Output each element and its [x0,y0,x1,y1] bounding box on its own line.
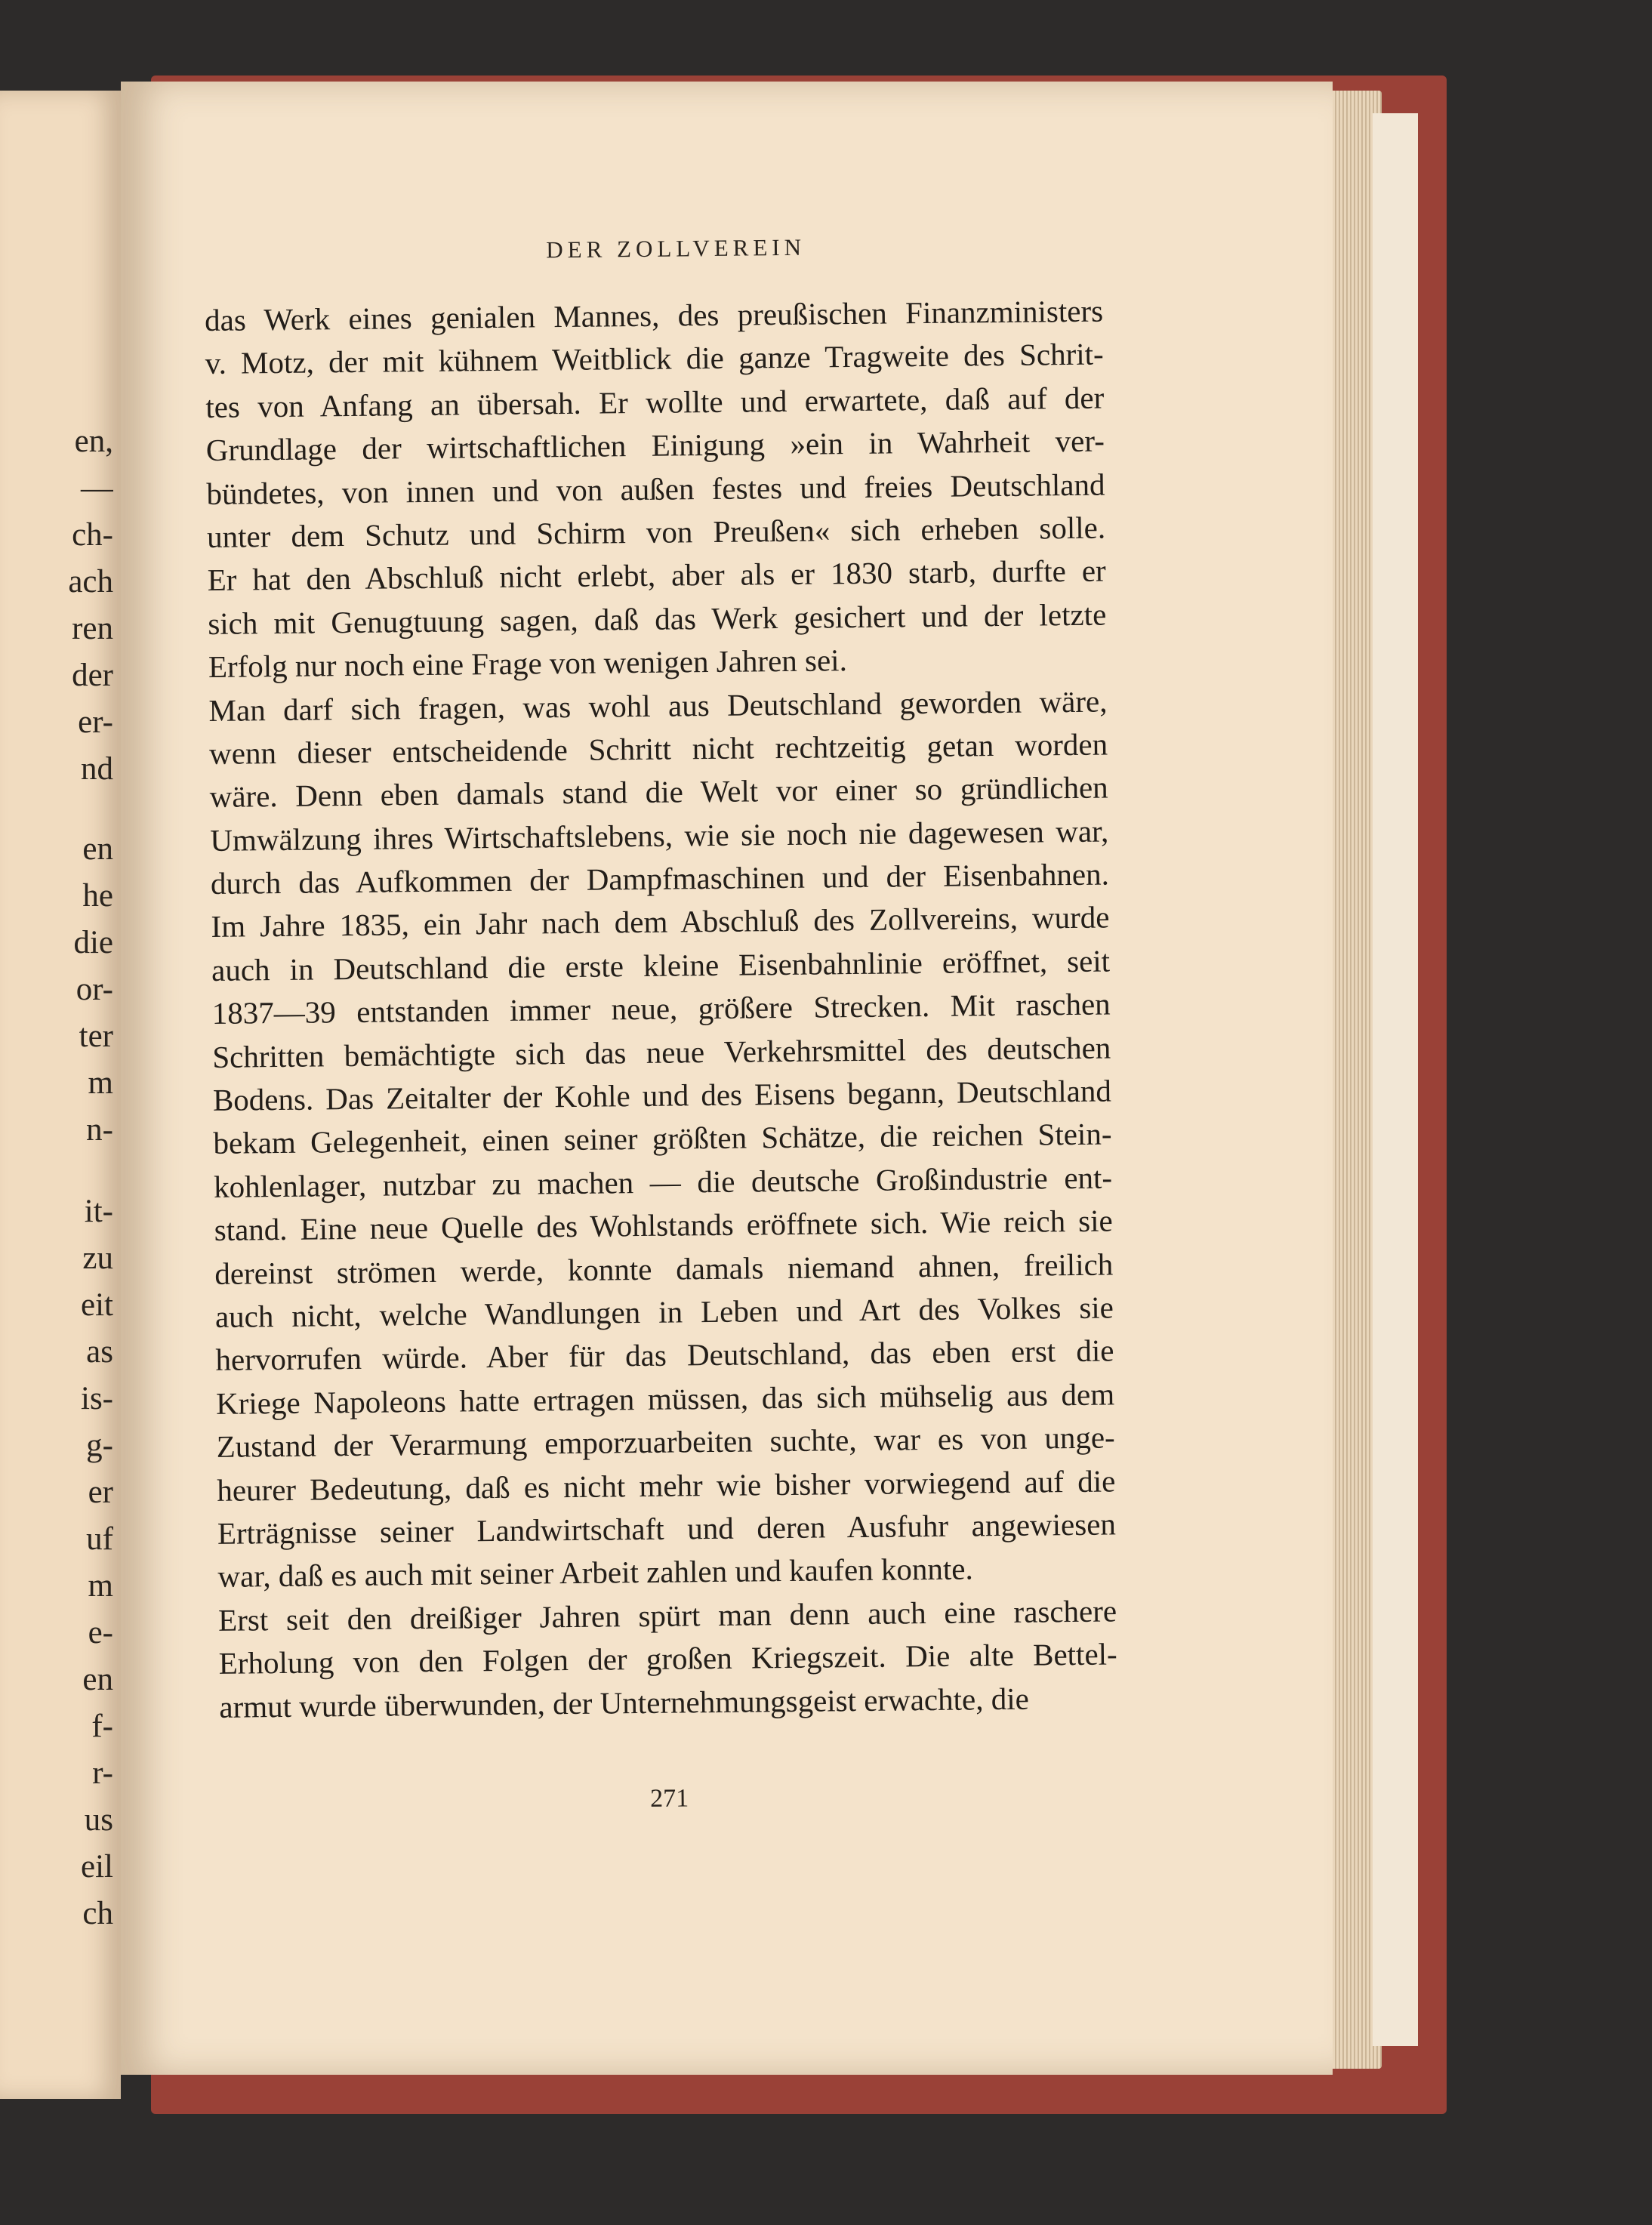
text-line: tes von Anfang an übersah. Er wollte und erwartete, daß auf der [205,380,1105,424]
text-line: war, daß es auch mit seiner Arbeit zahlen und kaufen konnte. [217,1551,973,1595]
left-line-fragment: or- [76,972,113,1007]
left-line-fragment: r- [92,1755,113,1791]
left-line-fragment: m [88,1568,113,1604]
text-line: dereinst strömen werde, konnte damals niemand ahnen, freilich [214,1247,1114,1291]
left-line-fragment: ren [72,611,113,646]
text-line: armut wurde überwunden, der Unternehmungsgeist erwachte, die [219,1681,1029,1724]
body-text [205,290,1118,1729]
left-line-fragment: is- [81,1381,113,1416]
left-line-fragment: ach [68,564,113,599]
text-line: Man darf sich fragen, was wohl aus Deutschland geworden wäre, [208,683,1108,728]
left-line-fragment: m [88,1065,113,1101]
left-line-fragment: der [72,658,113,693]
left-line-fragment: zu [82,1240,113,1276]
left-line-fragment: n- [86,1112,113,1148]
text-line: bündetes, von innen und von außen festes und freies Deutschland [206,467,1105,511]
left-page [0,91,121,2099]
left-line-fragment: er- [78,704,113,740]
text-line: Erfolg nur noch eine Frage von wenigen Jahren sei. [208,643,848,685]
text-line: Kriege Napoleons hatte ertragen müssen, das sich mühselig aus dem [215,1376,1115,1421]
text-line: Umwälzung ihres Wirtschaftslebens, wie sie noch nie dagewesen war, [210,813,1109,858]
text-line: Erholung von den Folgen der großen Kriegszeit. Die alte Bettel- [218,1636,1117,1681]
page-number: 271 [649,1784,689,1813]
left-page-text-fragments [0,91,121,2099]
text-line: hervorrufen würde. Aber für das Deutschland, das eben erst die [215,1333,1114,1378]
text-line: wenn dieser entscheidende Schritt nicht rechtzeitig getan worden [208,726,1108,771]
left-line-fragment: eit [81,1287,113,1323]
left-line-fragment: as [86,1334,113,1370]
left-line-fragment: en, [74,424,113,459]
text-line: Im Jahre 1835, ein Jahr nach dem Abschluß des Zollvereins, wurde [211,899,1110,945]
left-line-fragment: ter [79,1019,113,1054]
text-line: Zustand der Verarmung emporzuarbeiten suchte, war es von unge- [216,1419,1115,1465]
left-line-fragment: f- [91,1709,113,1744]
left-line-fragment: he [82,878,113,914]
right-page-text [204,231,1119,1818]
left-line-fragment: g- [86,1428,113,1463]
left-line-fragment: ch- [72,517,113,553]
text-line: bekam Gelegenheit, einen seiner größten Schätze, die reichen Stein- [213,1116,1112,1161]
left-line-fragment: er [88,1475,113,1510]
left-line-fragment: en [82,831,113,867]
text-line: Erträgnisse seiner Landwirtschaft und deren Ausfuhr angewiesen [217,1506,1117,1551]
text-line: auch in Deutschland die erste kleine Eisenbahnlinie eröffnet, seit [211,943,1111,988]
left-line-fragment: uf [86,1521,113,1557]
left-line-fragment: ch [82,1896,113,1931]
left-line-fragment: us [84,1802,113,1838]
left-line-fragment: die [73,925,113,960]
text-line: Bodens. Das Zeitalter der Kohle und des Eisens begann, Deutschland [212,1073,1112,1117]
text-line: Erst seit den dreißiger Jahren spürt man denn auch eine raschere [217,1593,1117,1638]
text-line: kohlenlager, nutzbar zu machen — die deutsche Großindustrie ent- [213,1160,1113,1204]
left-line-fragment: en [82,1662,113,1697]
text-line: stand. Eine neue Quelle des Wohlstands eröffnete sich. Wie reich sie [214,1203,1113,1248]
text-line: Grundlage der wirtschaftlichen Einigung »ein in Wahrheit ver- [205,423,1105,468]
text-line: durch das Aufkommen der Dampfmaschinen und der Eisenbahnen. [210,856,1110,901]
left-line-fragment: eil [81,1849,113,1884]
text-line: sich mit Genugtuung sagen, daß das Werk gesichert und der letzte [208,596,1107,641]
left-line-fragment: — [81,470,113,506]
text-line: das Werk eines genialen Mannes, des preußischen Finanzministers [204,293,1104,337]
text-line: Er hat den Abschluß nicht erlebt, aber als er 1830 starb, durfte er [207,553,1106,598]
text-line: unter dem Schutz und Schirm von Preußen« sich erheben solle. [206,510,1106,554]
left-line-fragment: e- [88,1615,113,1650]
flyleaf [1373,113,1418,2046]
left-line-fragment: nd [81,751,113,787]
running-head: DER ZOLLVEREIN [546,233,806,263]
text-line: heurer Bedeutung, daß es nicht mehr wie bisher vorwiegend auf die [217,1462,1116,1508]
text-line: wäre. Denn eben damals stand die Welt vor einer so gründlichen [209,769,1108,815]
left-line-fragment: it- [84,1194,113,1229]
text-line: 1837—39 entstanden immer neue, größere Strecken. Mit raschen [211,986,1111,1031]
text-line: v. Motz, der mit kühnem Weitblick die ganze Tragweite des Schrit- [205,336,1104,381]
text-line: auch nicht, welche Wandlungen in Leben und Art des Volkes sie [214,1290,1114,1334]
text-line: Schritten bemächtigte sich das neue Verkehrsmittel des deutschen [212,1030,1111,1074]
